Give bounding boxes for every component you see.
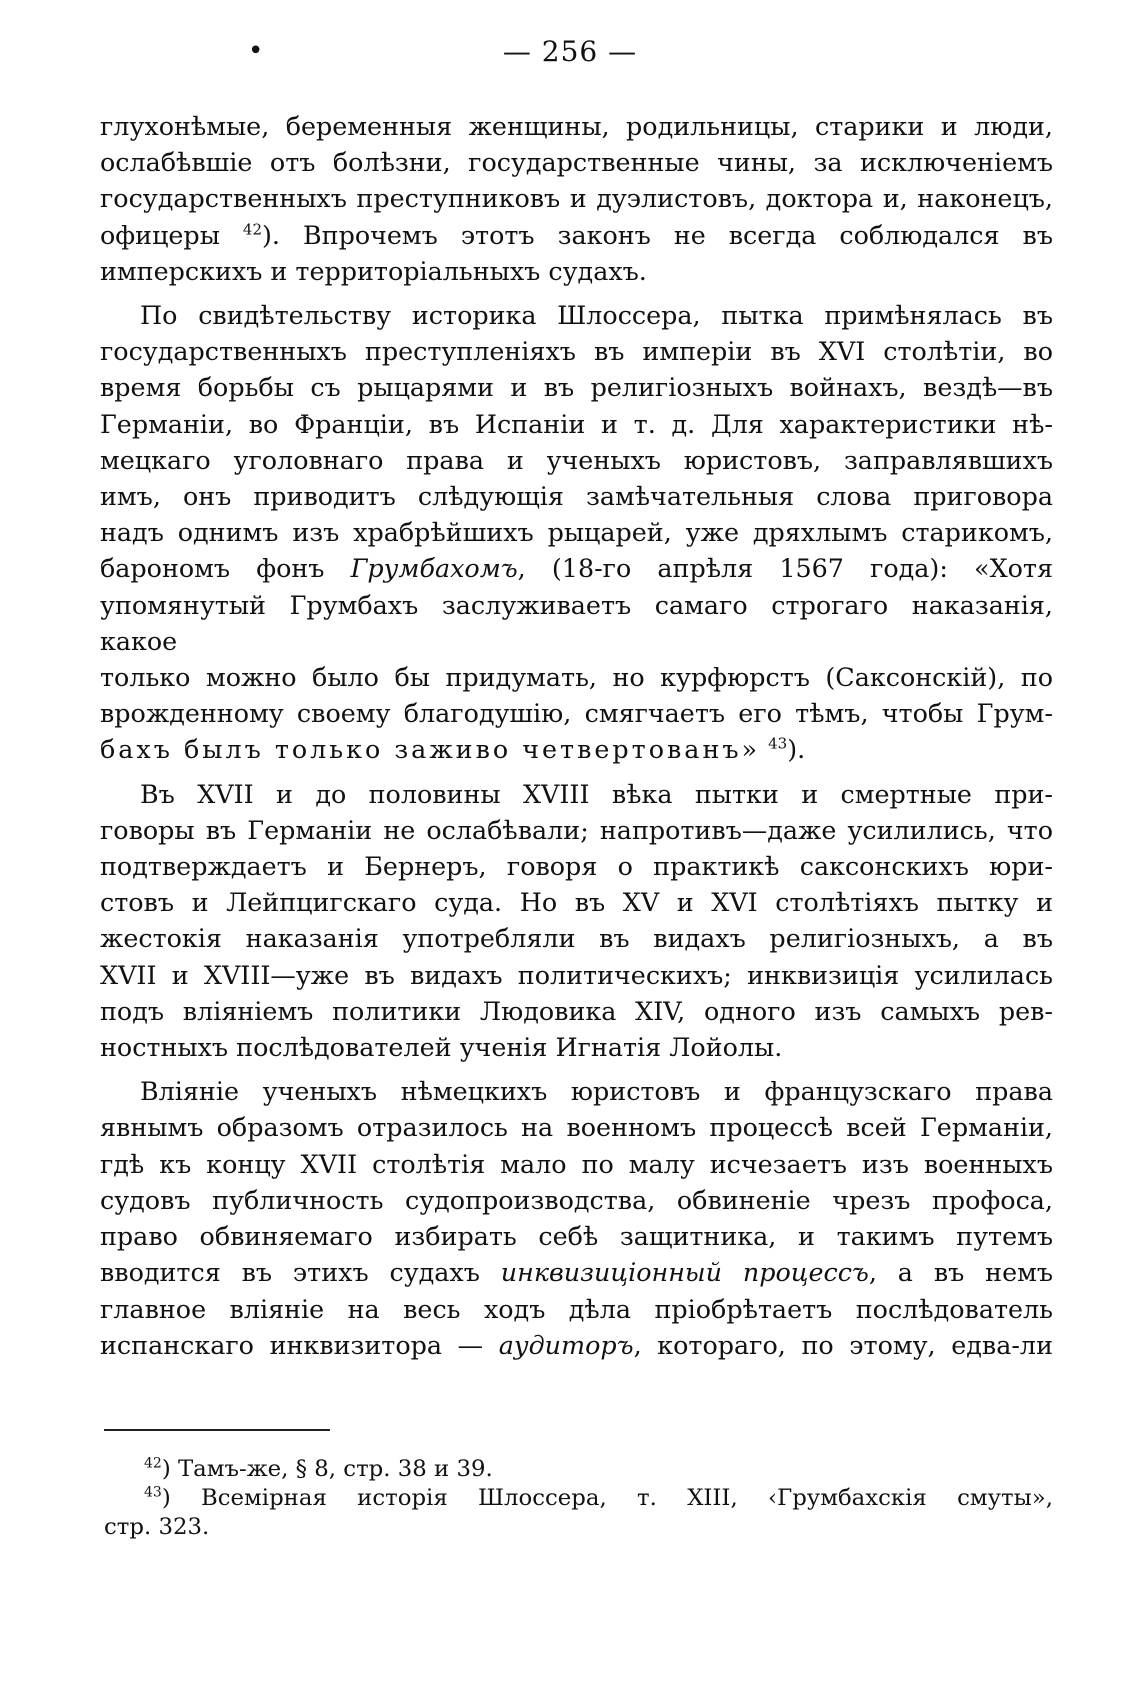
spaced-text: бахъ былъ только заживо четвертованъ» [100,734,761,765]
text-line: ностныхъ послѣдователей ученія Игнатія Лойолы. [100,1032,783,1063]
text-line: явнымъ образомъ отразилось на военномъ процессѣ всей Германіи, [100,1112,1053,1143]
footnote-text: ) Тамъ-же, § 8, стр. 38 и 39. [161,1456,493,1482]
paragraph-2 [100,297,1053,768]
text-line [100,731,1053,767]
text-line: надъ однимъ изъ храбрѣйшихъ рыцарей, уже дряхлымъ старикомъ, [100,517,1053,548]
text-fragment: , а въ немъ [868,1257,1053,1288]
page-header [0,30,1140,80]
text-line: главное вліяніе на весь ходъ дѣла пріобрѣтаетъ послѣдователь [100,1293,1053,1324]
text-line: жестокія наказанія употребляли въ видахъ религіозныхъ, а въ [100,923,1053,954]
footnote-43 [104,1484,1053,1542]
footnote-42 [104,1455,1053,1484]
text-line: гдѣ къ концу XVII столѣтія мало по малу исчезаетъ изъ военныхъ [100,1148,1053,1179]
footnote-text: ) Всемірная исторія Шлоссера, т. XIII, ‹Грумбахскія смуты», [161,1485,1053,1511]
text-line: подъ вліяніемъ политики Людовика XIV, одного изъ самыхъ рев- [100,995,1053,1026]
italic-term: инквизиціонный процессъ [500,1257,869,1288]
text-line: ослабѣвшіе отъ болѣзни, государственные чины, за исключеніемъ [100,147,1053,178]
text-line: Въ XVII и до половины XVIII вѣка пытки и смертные при- [140,778,1053,809]
footnote-ref: 42 [242,220,263,239]
footnote-mark: 43 [144,1484,162,1501]
footnote-mark: 42 [144,1455,162,1472]
text-line [100,217,1053,253]
text-line: XVII и XVIII—уже въ видахъ политическихъ; инквизиція усилилась [100,959,1053,990]
text-line [100,550,1053,586]
footnote-line [104,1484,1053,1513]
footnote-line [104,1455,1053,1484]
text-line: подтверждаетъ и Бернеръ, говоря о практикѣ саксонскихъ юри- [100,851,1053,882]
footnote-ref: 43 [768,734,788,753]
italic-name: Грумбахомъ [350,553,518,584]
page-number: — 256 — [502,35,638,68]
footnote-divider [104,1429,330,1431]
body-text [100,108,1053,1363]
text-line: государственныхъ преступниковъ и дуэлистовъ, доктора и, наконецъ, [100,183,1053,214]
text-line: государственныхъ преступленіяхъ въ имперіи въ XVI столѣтіи, во [100,336,1053,367]
text-fragment: ). [787,734,806,765]
text-fragment: испанскаго инквизитора — [100,1329,484,1360]
text-line [100,1254,1053,1290]
text-fragment: , (18-го апрѣля 1567 года): «Хотя [517,553,1053,584]
text-fragment: барономъ фонъ [100,553,325,584]
text-line: мецкаго уголовнаго права и ученыхъ юристовъ, заправлявшихъ [100,444,1053,475]
text-line: судовъ публичность судопроизводства, обвиненіе чрезъ профоса, [100,1184,1053,1215]
text-fragment: , котораго, по этому, едва-ли [633,1329,1053,1360]
text-line: По свидѣтельству историка Шлоссера, пытка примѣнялась въ [140,300,1053,331]
text-fragment: ). Впрочемъ этотъ законъ не всегда соблюдался въ [262,219,1054,250]
text-line: Германіи, во Франціи, въ Испаніи и т. д. Для характеристики нѣ- [100,408,1053,439]
text-fragment: офицеры [100,219,220,250]
text-line: право обвиняемаго избирать себѣ защитника, и такимъ путемъ [100,1221,1053,1252]
paragraph-3 [100,776,1053,1066]
text-line: Вліяніе ученыхъ нѣмецкихъ юристовъ и французскаго права [140,1076,1053,1107]
footnotes [104,1455,1053,1542]
footnote-line: стр. 323. [104,1514,210,1540]
paragraph-1 [100,108,1053,289]
text-line: стовъ и Лейпцигскаго суда. Но въ XV и XVI столѣтіяхъ пытку и [100,887,1053,918]
text-line [100,1327,1053,1363]
text-line: упомянутый Грумбахъ заслуживаетъ самаго строгаго наказанія, какое [100,589,1053,656]
text-line: имъ, онъ приводитъ слѣдующія замѣчательныя слова приговора [100,481,1053,512]
header-mark: • [248,36,264,66]
text-line: врожденному своему благодушію, смягчаетъ его тѣмъ, чтобы Грум- [100,698,1053,729]
text-line: время борьбы съ рыцарями и въ религіозныхъ войнахъ, вездѣ—въ [100,372,1053,403]
text-line: имперскихъ и территоріальныхъ судахъ. [100,255,647,286]
text-line: только можно было бы придумать, но курфюрстъ (Саксонскій), по [100,662,1053,693]
paragraph-4 [100,1073,1053,1363]
text-fragment: вводится въ этихъ судахъ [100,1257,480,1288]
italic-term: аудиторъ [498,1329,634,1360]
text-line: говоры въ Германіи не ослабѣвали; напротивъ—даже усилились, что [100,814,1053,845]
text-line: глухонѣмые, беременныя женщины, родильницы, старики и люди, [100,111,1053,141]
